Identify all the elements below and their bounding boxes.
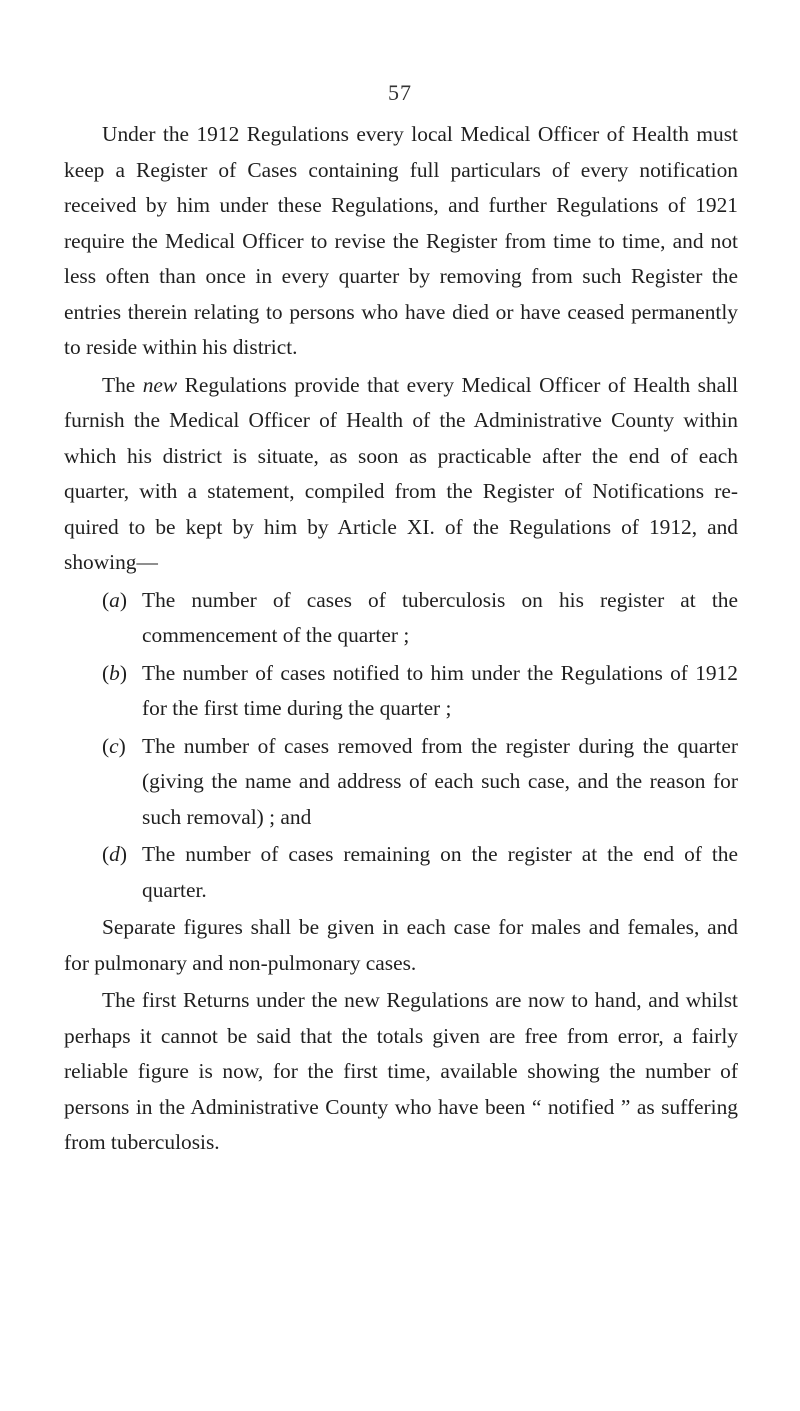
paragraph-separate-figures: Separate figures shall be given in each case for males and females, and for pulmonary and non-pulmonary cases. [64, 915, 738, 975]
list-item [64, 729, 738, 836]
paragraph-register-of-cases: Under the 1912 Regulations every local Medical Officer of Health must keep a Register of Cases containing full particulars of every notification received by him under these Regulations, and further Regulations of 1921 require the Medical Officer to revise the Register from time to time, and not less often than once in every quarter by removing from such Register the entries therein relating to persons who have died or have ceased permanently to reside within his district. [64, 122, 738, 359]
paragraph-new-regulations-start: The [102, 372, 143, 397]
list-item [64, 837, 738, 908]
paragraph-new-regulations [64, 368, 738, 581]
list-item-marker: (d) [102, 842, 127, 866]
list-item-marker: (b) [102, 660, 127, 685]
paragraph-new-regulations-rest: Regulations provide that every Medical Officer of Health shall furnish the Medical Officer of Health of the Administrative County within which his district is situate, as soon as practicable after the end of each quarter, with a statement, compiled from the Register of Notifications re- quired to be kept by him by Article XI. of the Regulations of 1912, and showing— [64, 372, 739, 574]
page-number: 57 [388, 80, 412, 105]
list-item [64, 656, 738, 727]
list-item-marker: (a) [102, 587, 127, 612]
list-item-text: The number of cases remaining on the register at the end of the quarter. [142, 842, 738, 902]
list-item-text: The number of cases of tuberculosis on his register at the commencement of the quarter ; [142, 587, 738, 647]
list-item-marker: (c) [102, 733, 126, 758]
paragraph-first-returns: The first Returns under the new Regulations are now to hand, and whilst perhaps it cannot be said that the totals given are free from error, a fairly reliable figure is now, for the first time, available showing the number of persons in the Administrative County who have been “ notified ” as suffering from tuberculosis. [64, 988, 738, 1154]
list-item-text: The number of cases notified to him under the Regulations of 1912 for the first time during the quarter ; [142, 660, 738, 720]
document-body [64, 117, 738, 1161]
list-item [64, 583, 738, 654]
list-item-text: The number of cases removed from the register during the quarter (giving the name and address of each such case, and the reason for such removal) ; and [142, 733, 738, 829]
statement-items-list [64, 583, 738, 909]
italic-word-new: new [142, 372, 178, 397]
